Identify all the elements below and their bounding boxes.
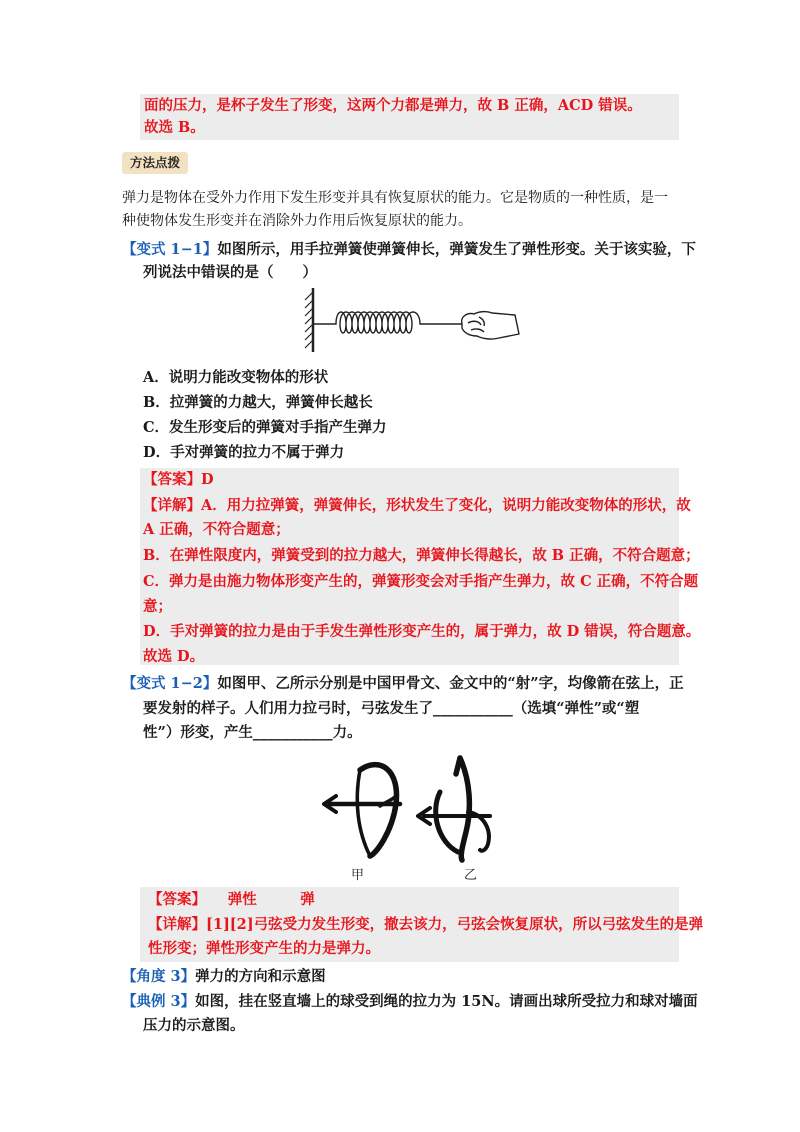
question-1-1-tag: 【变式 1−1】 bbox=[122, 241, 218, 258]
answer-label: 【答案】 bbox=[148, 891, 199, 908]
figure-caption-right: 乙 bbox=[464, 868, 478, 883]
answer-continuation-line-1: 面的压力，是杯子发生了形变，这两个力都是弹力，故 B 正确，ACD 错误。 bbox=[144, 97, 642, 114]
example-3-line-1 bbox=[122, 992, 698, 1012]
example-3-tag: 【典例 3】 bbox=[122, 993, 196, 1010]
detail-1-1-line-1 bbox=[143, 496, 691, 516]
spring-hand-figure bbox=[300, 284, 522, 356]
method-text-line-1: 弹力是物体在受外力作用下发生形变并具有恢复原状的能力。它是物质的一种性质，是一 bbox=[122, 190, 668, 206]
detail-1-2-line-1 bbox=[148, 915, 703, 935]
answer-1-1-line bbox=[143, 470, 214, 490]
question-1-1-line-1 bbox=[122, 240, 696, 260]
angle-3-line bbox=[122, 967, 326, 987]
detail-1-1-line-3: B．在弹性限度内，弹簧受到的拉力越大，弹簧伸长得越长，故 B 正确，不符合题意； bbox=[143, 547, 700, 564]
option-d: D．手对弹簧的拉力不属于弹力 bbox=[143, 444, 345, 461]
answer-values: 弹性 弹 bbox=[198, 891, 315, 908]
question-1-1-text-1: 如图所示，用手拉弹簧使弹簧伸长，弹簧发生了弹性形变。关于该实验，下 bbox=[217, 241, 696, 258]
option-c: C．发生形变后的弹簧对手指产生弹力 bbox=[143, 419, 387, 436]
method-text-line-2: 种使物体发生形变并在消除外力作用后恢复原状的能力。 bbox=[122, 213, 472, 229]
angle-3-tag: 【角度 3】 bbox=[122, 968, 196, 985]
example-3-line-2: 压力的示意图。 bbox=[143, 1017, 245, 1034]
detail-text: [1][2]弓弦受力发生形变，撤去该力，弓弦会恢复原状，所以弓弦发生的是弹 bbox=[206, 916, 704, 933]
option-b: B．拉弹簧的力越大，弹簧伸长越长 bbox=[143, 394, 373, 411]
detail-label: 【详解】 bbox=[143, 497, 201, 514]
detail-1-2-line-2: 性形变；弹性形变产生的力是弹力。 bbox=[148, 940, 380, 957]
question-1-2-text-1: 如图甲、乙所示分别是中国甲骨文、金文中的“射”字，均像箭在弦上，正 bbox=[217, 675, 684, 692]
detail-text: A．用力拉弹簧，弹簧伸长，形状发生了变化，说明力能改变物体的形状，故 bbox=[201, 497, 691, 514]
example-3-text-1: 如图，挂在竖直墙上的球受到绳的拉力为 15N。请画出球所受拉力和球对墙面 bbox=[195, 993, 698, 1010]
answer-value: D bbox=[201, 471, 214, 488]
detail-1-1-line-5: 意； bbox=[143, 598, 172, 615]
method-tip-badge: 方法点拨 bbox=[122, 152, 188, 174]
question-1-2-line-1 bbox=[122, 674, 684, 694]
detail-1-1-line-2: A 正确，不符合题意； bbox=[143, 521, 290, 538]
detail-1-1-line-4: C．弹力是由施力物体形变产生的，弹簧形变会对手指产生弹力，故 C 正确，不符合题 bbox=[143, 573, 699, 590]
answer-1-2-line bbox=[148, 890, 315, 910]
bronze-shoot-icon bbox=[418, 758, 490, 860]
angle-3-text: 弹力的方向和示意图 bbox=[195, 968, 326, 985]
figure-caption-left: 甲 bbox=[351, 868, 365, 883]
question-1-2-line-2: 要发射的样子。人们用力拉弓时，弓弦发生了___________（选填“弹性”或“塑 bbox=[143, 700, 640, 717]
bow-characters-figure bbox=[320, 752, 520, 864]
detail-label: 【详解】 bbox=[148, 916, 206, 933]
answer-label: 【答案】 bbox=[143, 471, 201, 488]
wall-icon bbox=[305, 288, 313, 352]
question-1-2-line-3: 性”）形变，产生___________力。 bbox=[143, 724, 362, 741]
question-1-1-line-2: 列说法中错误的是（ ） bbox=[143, 264, 317, 281]
hand-icon bbox=[462, 312, 519, 339]
answer-continuation-line-2: 故选 B。 bbox=[144, 119, 205, 136]
option-a: A．说明力能改变物体的形状 bbox=[143, 369, 329, 386]
detail-1-1-line-6: D．手对弹簧的拉力是由于手发生弹性形变产生的，属于弹力，故 D 错误，符合题意。 bbox=[143, 623, 701, 640]
oracle-bone-shoot-icon bbox=[324, 765, 400, 856]
question-1-2-tag: 【变式 1−2】 bbox=[122, 675, 218, 692]
detail-1-1-line-7: 故选 D。 bbox=[143, 648, 205, 665]
spring-coil-icon bbox=[313, 312, 462, 333]
